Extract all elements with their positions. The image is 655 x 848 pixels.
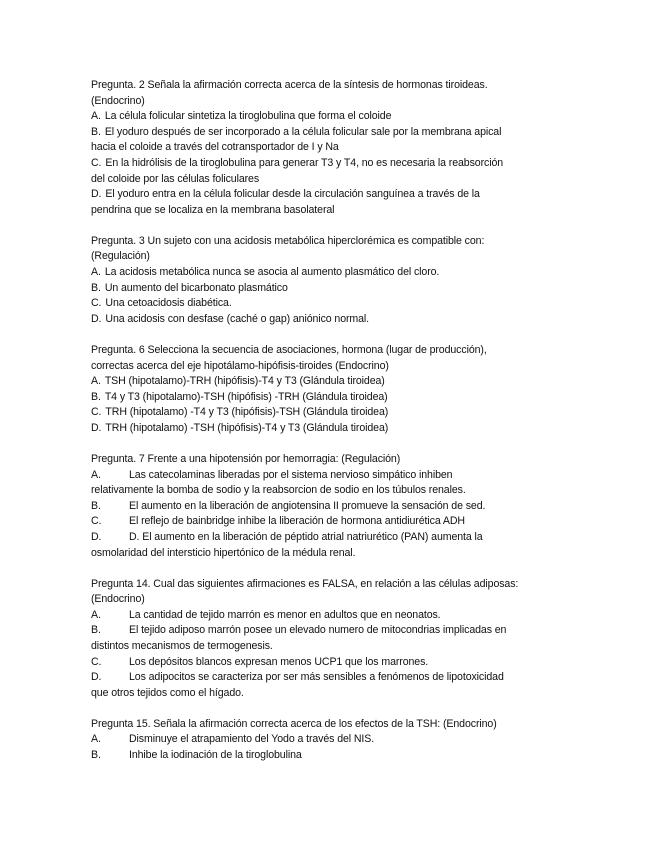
option-text: El yoduro entra en la célula folicular desde la circulación sanguínea a través de la bbox=[105, 188, 480, 201]
option-text: Los depósitos blancos expresan menos UCP1 que los marrones. bbox=[129, 655, 429, 668]
option-text: Disminuye el atrapamiento del Yodo a través del NIS. bbox=[129, 733, 375, 746]
option-label: D. bbox=[91, 671, 102, 684]
question-category: (Endocrino) bbox=[91, 94, 145, 107]
answer-option bbox=[91, 670, 571, 686]
option-label: C. bbox=[91, 406, 102, 419]
option-continuation bbox=[91, 639, 571, 655]
option-label: B. bbox=[91, 499, 101, 512]
option-label: A. bbox=[91, 733, 101, 746]
option-continuation bbox=[91, 140, 571, 156]
option-label: A. bbox=[91, 266, 101, 279]
option-label: D. bbox=[91, 312, 102, 325]
option-text: Una cetoacidosis diabética. bbox=[105, 297, 232, 310]
option-text: del coloide por las células foliculares bbox=[91, 172, 260, 185]
option-label: B. bbox=[91, 281, 101, 294]
option-label: D. bbox=[91, 421, 102, 434]
option-label: C. bbox=[91, 156, 102, 169]
question-title: Pregunta. 3 Un sujeto con una acidosis metabólica hiperclorémica es compatible con: bbox=[91, 234, 485, 247]
option-label: A. bbox=[91, 375, 101, 388]
answer-option bbox=[91, 514, 571, 530]
question-title: Pregunta 15. Señala la afirmación correcta acerca de los efectos de la TSH: (Endocrino) bbox=[91, 717, 497, 730]
answer-option bbox=[91, 468, 571, 484]
answer-option bbox=[91, 732, 571, 748]
option-text: En la hidrólisis de la tiroglobulina para generar T3 y T4, no es necesaria la reabsorción bbox=[105, 156, 504, 169]
option-label: C. bbox=[91, 297, 102, 310]
question-title: Pregunta. 7 Frente a una hipotensión por hemorragia: (Regulación) bbox=[91, 452, 401, 465]
option-text: TRH (hipotalamo) -TSH (hipófisis)-T4 y T3 (Glándula tiroidea) bbox=[105, 421, 389, 434]
option-text: Una acidosis con desfase (caché o gap) aniónico normal. bbox=[105, 312, 370, 325]
question-block bbox=[91, 717, 571, 764]
question-title: Pregunta 14. Cual das siguientes afirmaciones es FALSA, en relación a las células adiposas: bbox=[91, 577, 519, 590]
option-text: TRH (hipotalamo) -T4 y T3 (hipófisis)-TSH (Glándula tiroidea) bbox=[105, 406, 389, 419]
question-title: Pregunta. 6 Selecciona la secuencia de asociaciones, hormona (lugar de producción), bbox=[91, 343, 487, 356]
option-label: C. bbox=[91, 655, 102, 668]
option-text: La célula folicular sintetiza la tiroglobulina que forma el coloide bbox=[104, 110, 392, 123]
question-block bbox=[91, 234, 571, 328]
answer-option bbox=[91, 421, 571, 437]
option-text: Los adipocitos se caracteriza por ser más sensibles a fenómenos de lipotoxicidad bbox=[129, 671, 504, 684]
document-page bbox=[91, 78, 571, 779]
option-label: A. bbox=[91, 110, 101, 123]
answer-option bbox=[91, 390, 571, 406]
answer-option bbox=[91, 608, 571, 624]
option-text: relativamente la bomba de sodio y la reabsorcion de sodio en los túbulos renales. bbox=[91, 484, 466, 497]
question-block bbox=[91, 452, 571, 561]
option-text: Las catecolaminas liberadas por el sistema nervioso simpático inhiben bbox=[129, 468, 453, 481]
option-continuation bbox=[91, 686, 571, 702]
option-text: pendrina que se localiza en la membrana basolateral bbox=[91, 203, 335, 216]
option-label: C. bbox=[91, 515, 102, 528]
option-label: A. bbox=[91, 608, 101, 621]
option-label: B. bbox=[91, 624, 101, 637]
option-text: El tejido adiposo marrón posee un elevado numero de mitocondrias implicadas en bbox=[129, 624, 507, 637]
question-block bbox=[91, 78, 571, 218]
answer-option bbox=[91, 530, 571, 546]
answer-option bbox=[91, 405, 571, 421]
option-text: El yoduro después de ser incorporado a la célula folicular sale por la membrana apical bbox=[104, 125, 502, 138]
answer-option bbox=[91, 623, 571, 639]
answer-option bbox=[91, 281, 571, 297]
answer-option bbox=[91, 499, 571, 515]
question-block bbox=[91, 577, 571, 702]
answer-option bbox=[91, 748, 571, 764]
answer-option bbox=[91, 655, 571, 671]
option-text: TSH (hipotalamo)-TRH (hipófisis)-T4 y T3 (Glándula tiroidea) bbox=[104, 375, 385, 388]
answer-option bbox=[91, 109, 571, 125]
question-category: (Endocrino) bbox=[91, 593, 145, 606]
answer-option bbox=[91, 156, 571, 172]
option-continuation bbox=[91, 203, 571, 219]
option-label: B. bbox=[91, 390, 101, 403]
answer-option bbox=[91, 312, 571, 328]
answer-option bbox=[91, 374, 571, 390]
option-text: La acidosis metabólica nunca se asocia al aumento plasmático del cloro. bbox=[104, 266, 440, 279]
option-text: distintos mecanismos de termogenesis. bbox=[91, 640, 273, 652]
option-text: Inhibe la iodinación de la tiroglobulina bbox=[129, 749, 302, 762]
option-text: D. El aumento en la liberación de péptido atrial natriurético (PAN) aumenta la bbox=[129, 530, 483, 543]
option-label: B. bbox=[91, 125, 101, 138]
option-text: hacia el coloide a través del cotransportador de I y Na bbox=[91, 141, 339, 154]
question-block bbox=[91, 343, 571, 437]
option-continuation bbox=[91, 483, 571, 499]
question-category: correctas acerca del eje hipotálamo-hipófisis-tiroides (Endocrino) bbox=[91, 359, 389, 372]
option-text: El aumento en la liberación de angiotensina II promueve la sensación de sed. bbox=[129, 499, 486, 512]
option-text: osmolaridad del intersticio hipertónico de la médula renal. bbox=[91, 546, 356, 559]
answer-option bbox=[91, 265, 571, 281]
option-text: La cantidad de tejido marrón es menor en adultos que en neonatos. bbox=[129, 608, 441, 621]
option-text: Un aumento del bicarbonato plasmático bbox=[104, 281, 288, 294]
option-continuation bbox=[91, 172, 571, 188]
option-continuation bbox=[91, 546, 571, 562]
option-label: A. bbox=[91, 468, 101, 481]
option-text: El reflejo de bainbridge inhibe la liberación de hormona antidiurética ADH bbox=[129, 515, 465, 528]
option-text: T4 y T3 (hipotalamo)-TSH (hipófisis) -TRH (Glándula tiroidea) bbox=[104, 390, 388, 403]
option-text: que otros tejidos como el hígado. bbox=[91, 686, 244, 699]
answer-option bbox=[91, 296, 571, 312]
answer-option bbox=[91, 187, 571, 203]
question-title: Pregunta. 2 Señala la afirmación correcta acerca de la síntesis de hormonas tiroideas. bbox=[91, 79, 488, 91]
question-category: (Regulación) bbox=[91, 250, 150, 263]
option-label: B. bbox=[91, 749, 101, 762]
option-label: D. bbox=[91, 188, 102, 201]
answer-option bbox=[91, 125, 571, 141]
option-label: D. bbox=[91, 530, 102, 543]
